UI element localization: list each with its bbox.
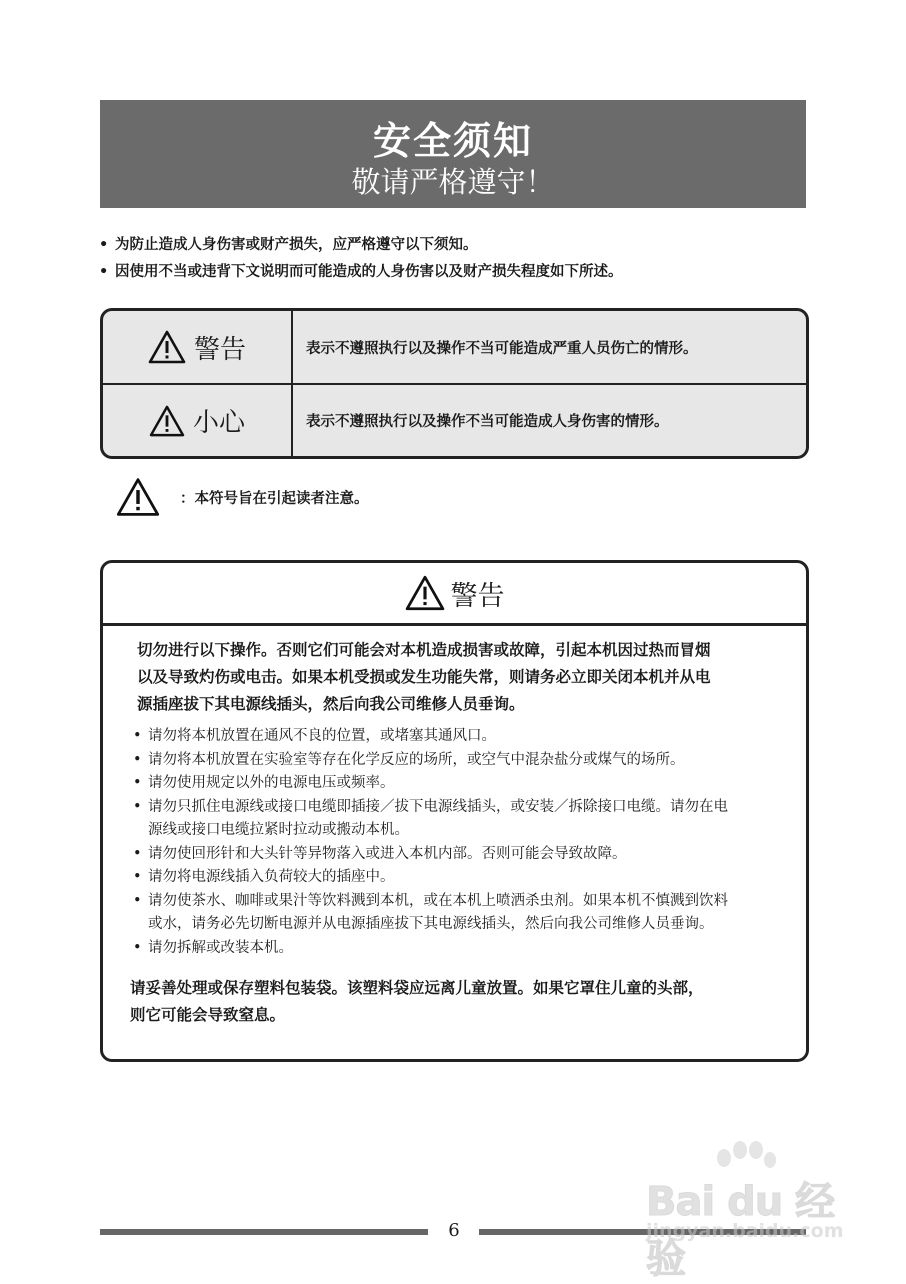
hazard-level-table xyxy=(100,308,809,459)
page-title: 安全须知 xyxy=(372,119,533,163)
warning-list xyxy=(131,725,791,960)
list-item xyxy=(131,749,791,773)
level-description: 表示不遵照执行以及操作不当可能造成人身伤害的情形。 xyxy=(306,414,669,430)
list-item xyxy=(131,725,791,749)
list-item xyxy=(131,890,791,937)
list-item xyxy=(131,772,791,796)
warning-box-header xyxy=(103,563,806,626)
level-label: 小心 xyxy=(192,408,245,438)
warning-triangle-icon xyxy=(405,575,445,611)
warning-lead-paragraph xyxy=(137,637,787,718)
baidu-watermark xyxy=(640,1140,860,1282)
level-label-cell xyxy=(103,311,291,383)
text-line: 切勿进行以下操作。否则它们可能会对本机造成损害或故障，引起本机因过热而冒烟 xyxy=(137,641,711,659)
warning-triangle-icon xyxy=(149,405,185,437)
text-line: 以及导致灼伤或电击。如果本机受损或发生功能失常，则请务必立即关闭本机并从电 xyxy=(137,668,711,686)
intro-list xyxy=(99,232,819,286)
text-line: 或水，请务必先切断电源并从电源插座拔下其电源线插头，然后向我公司维修人员垂询。 xyxy=(148,916,714,932)
text-line: • 请勿将本机放置在通风不良的位置，或堵塞其通风口。 xyxy=(148,728,496,744)
page-subtitle: 敬请严格遵守！ xyxy=(351,165,555,199)
text-line: 源插座拔下其电源线插头，然后向我公司维修人员垂询。 xyxy=(137,695,525,713)
text-line: 则它可能会导致窒息。 xyxy=(130,1006,286,1024)
text-line: • 请勿使回形针和大头针等异物落入或进入本机内部。否则可能会导致故障。 xyxy=(148,845,627,862)
title-banner xyxy=(100,100,806,208)
warning-box xyxy=(100,560,809,1062)
text-line: • 请勿将本机放置在实验室等存在化学反应的场所，或空气中混杂盐分或煤气的场所。 xyxy=(148,751,685,768)
level-label: 警告 xyxy=(193,334,246,365)
text-line: • 请勿使用规定以外的电源电压或频率。 xyxy=(148,775,395,791)
symbol-note xyxy=(116,476,369,518)
list-item xyxy=(131,796,791,843)
watermark-brand: Bai du 经验 xyxy=(646,1179,835,1282)
intro-item: • 因使用不当或违背下文说明而可能造成的人身伤害以及财产损失程度如下所述。 xyxy=(99,259,819,286)
text-line: • 请勿拆解或改装本机。 xyxy=(148,939,293,956)
list-item xyxy=(131,843,791,867)
footer-rule-left xyxy=(100,1229,428,1235)
warning-tail-paragraph xyxy=(130,975,790,1029)
text-line: • 请勿使茶水、咖啡或果汁等饮料溅到本机，或在本机上喷洒杀虫剂。如果本机不慎溅到饮料 xyxy=(148,892,728,909)
warning-triangle-icon xyxy=(116,477,160,517)
text-line: • 请勿将电源线插入负荷较大的插座中。 xyxy=(148,869,395,885)
list-item xyxy=(131,937,791,961)
table-row-caution xyxy=(103,385,806,456)
text-line: 请妥善处理或保存塑料包装袋。该塑料袋应远离儿童放置。如果它罩住儿童的头部， xyxy=(130,979,704,997)
page-number: 6 xyxy=(448,1220,460,1241)
symbol-note-text: ：本符号旨在引起读者注意。 xyxy=(180,490,369,507)
intro-item: • 为防止造成人身伤害或财产损失，应严格遵守以下须知。 xyxy=(99,232,819,259)
text-line: 源线或接口电缆拉紧时拉动或搬动本机。 xyxy=(148,822,409,838)
level-label-cell xyxy=(103,385,291,456)
warning-box-title: 警告 xyxy=(450,580,505,612)
level-description: 表示不遵照执行以及操作不当可能造成严重人员伤亡的情形。 xyxy=(306,340,698,357)
text-line: • 请勿只抓住电源线或接口电缆即插接／拔下电源线插头，或安装／拆除接口电缆。请勿在电 xyxy=(148,798,728,815)
warning-triangle-icon xyxy=(148,330,186,364)
table-row-warning xyxy=(103,311,806,385)
watermark-url: jingyan.baidu.com xyxy=(646,1220,844,1242)
list-item xyxy=(131,866,791,890)
